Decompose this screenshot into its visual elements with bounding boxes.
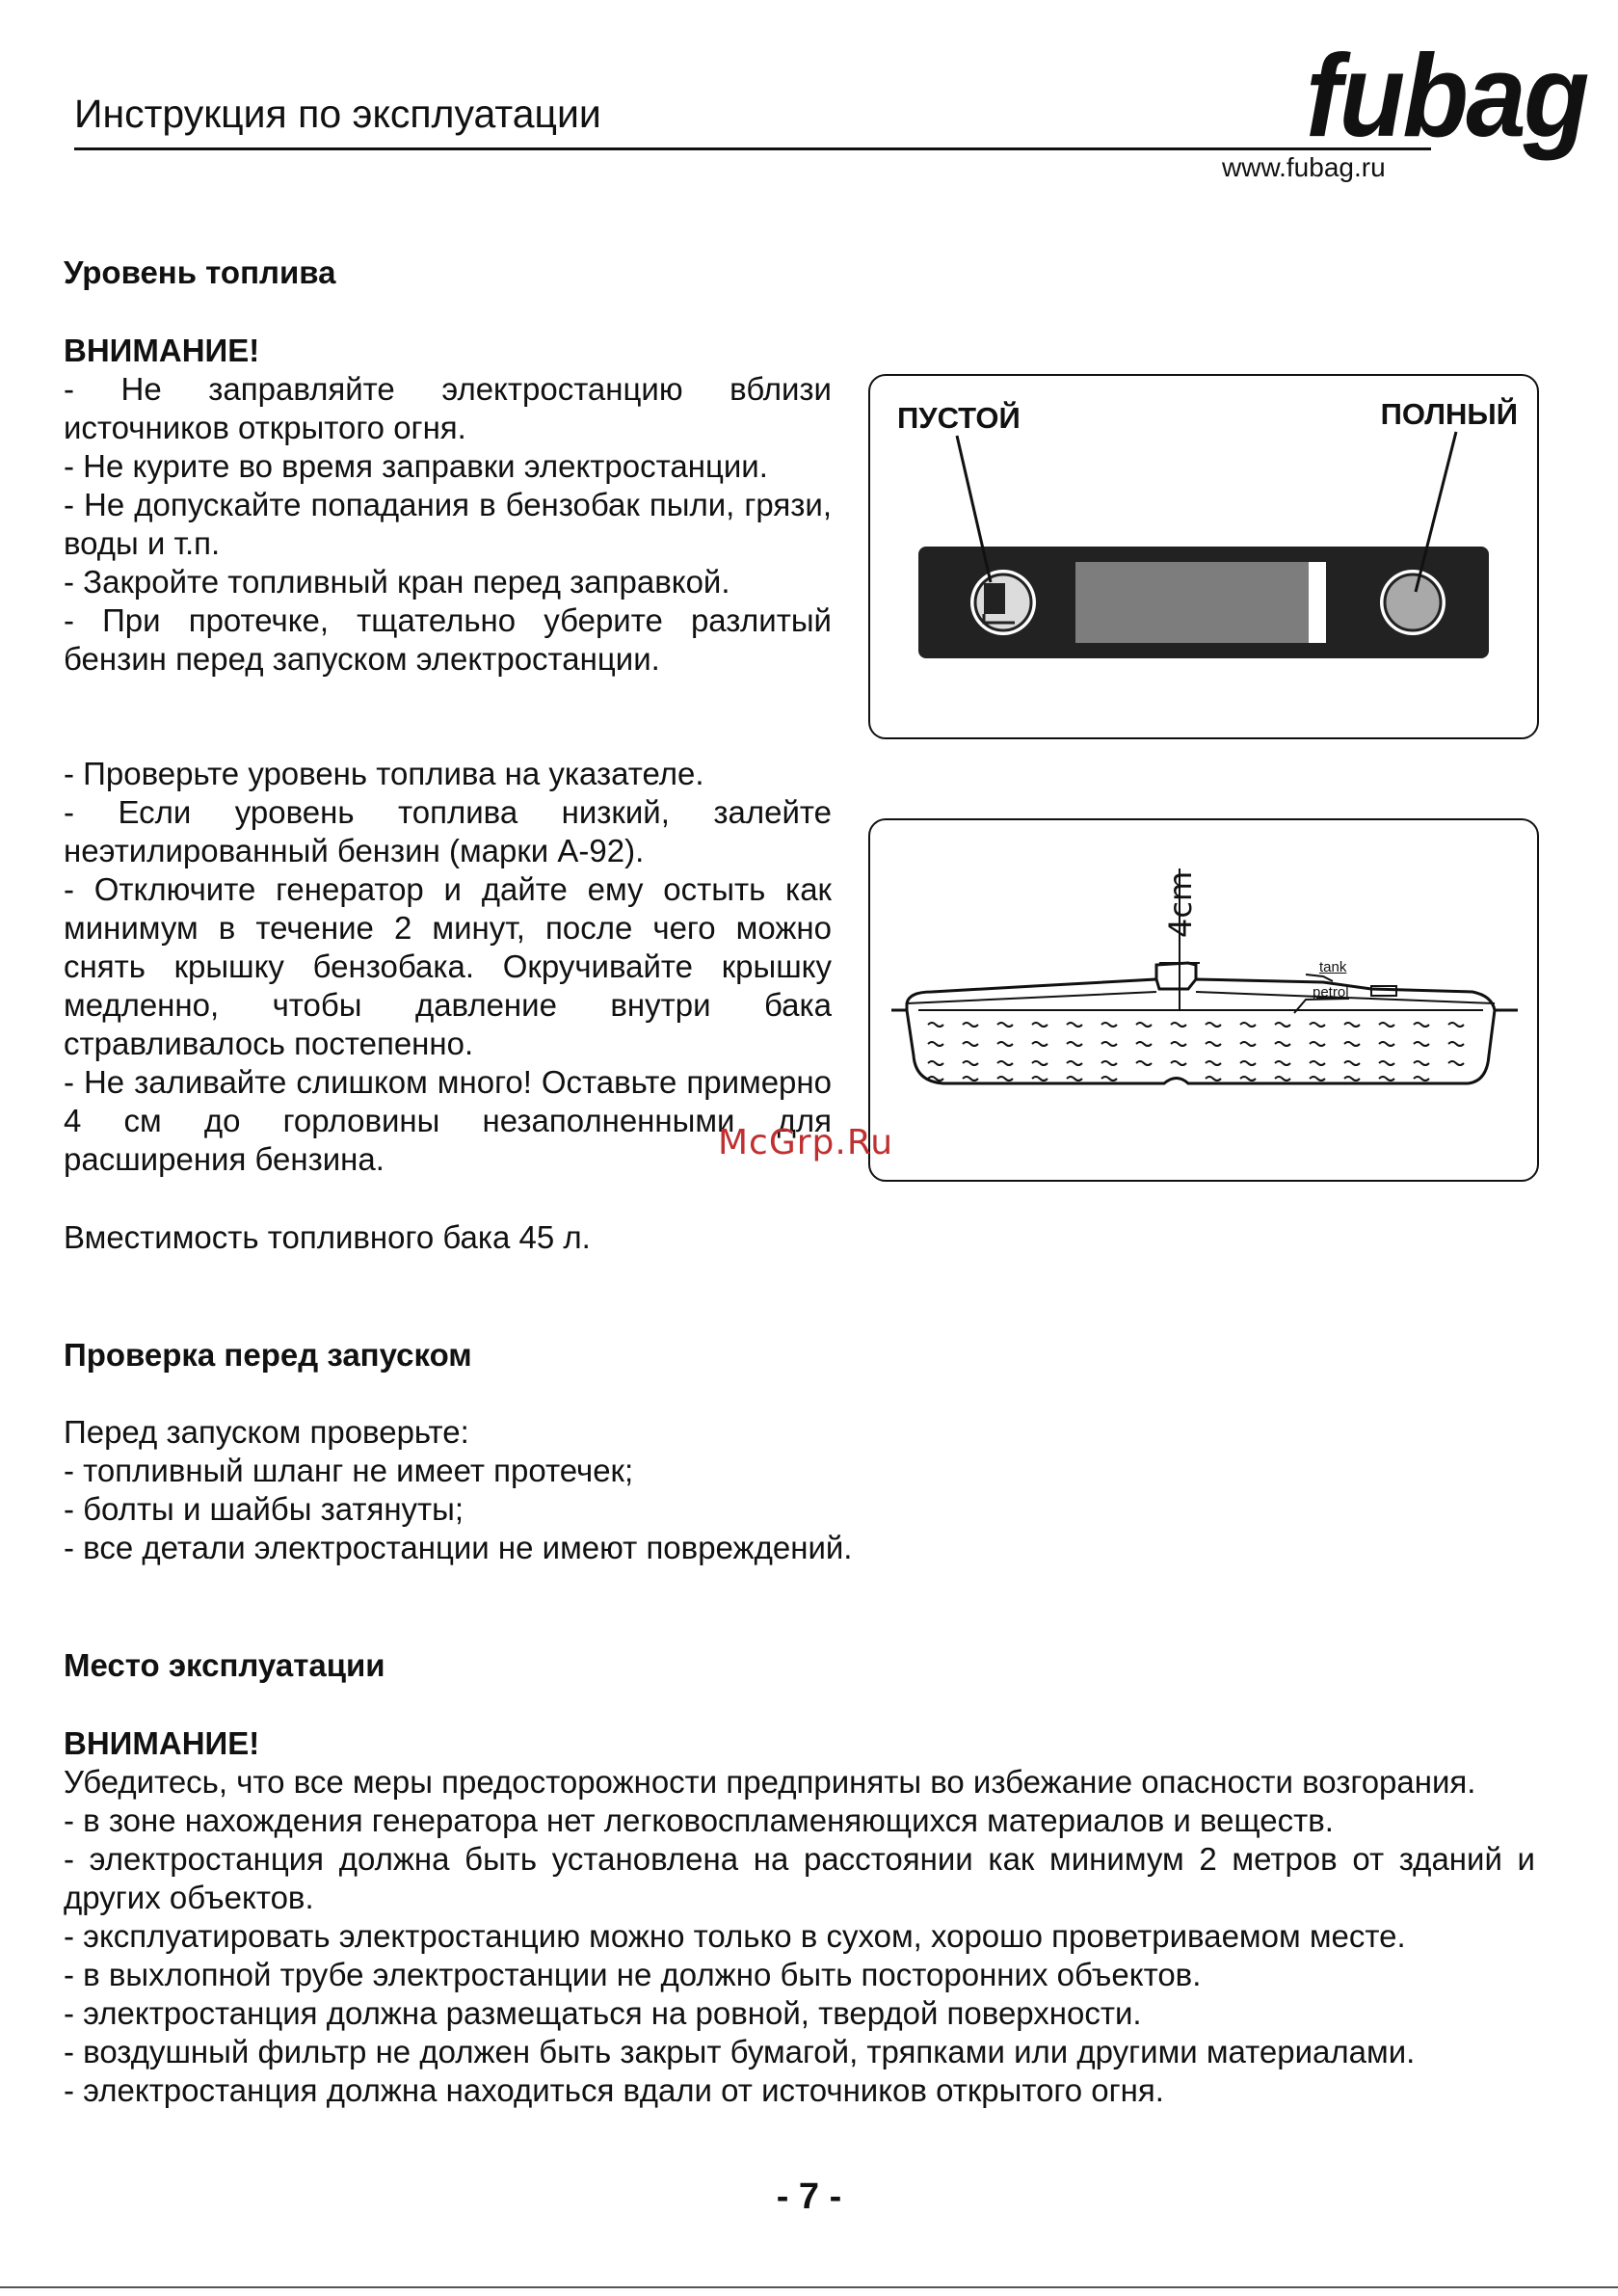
list-item: - воздушный фильтр не должен быть закрыт бумагой, тряпками или другими материалами. xyxy=(64,2034,1416,2069)
gauge-label-full: ПОЛНЫЙ xyxy=(1380,397,1518,431)
section-heading-location: Место эксплуатации xyxy=(64,1647,385,1683)
tank-capacity-text: Вместимость топливного бака 45 л. xyxy=(64,1219,591,1255)
fuel-check-list xyxy=(64,755,832,1179)
dimension-label-4cm: 4cm xyxy=(1162,870,1199,938)
list-item: - электростанция должна размещаться на ровной, твердой поверхности. xyxy=(64,1995,1142,2031)
list-item: - Не заливайте слишком много! Оставьте примерно 4 см до горловины незаполненными для расширения бензина. xyxy=(64,1064,832,1177)
page-bottom-edge xyxy=(0,2286,1618,2288)
list-item: - Не заправляйте электростанцию вблизи источников открытого огня. xyxy=(64,371,832,445)
list-item: - Не курите во время заправки электростанции. xyxy=(64,448,768,484)
list-item: - болты и шайбы затянуты; xyxy=(64,1491,464,1527)
warning-label-location: ВНИМАНИЕ! xyxy=(64,1725,260,1761)
page-number: - 7 - xyxy=(776,2176,842,2217)
list-item: - Проверьте уровень топлива на указателе. xyxy=(64,756,704,791)
tank-illustration xyxy=(870,820,1537,1180)
list-item: - Не допускайте попадания в бензобак пыли, грязи, воды и т.п. xyxy=(64,487,832,561)
warning-label-fuel: ВНИМАНИЕ! xyxy=(64,333,260,368)
header-divider xyxy=(74,147,1431,150)
brand-logo: fubag xyxy=(1306,30,1587,161)
precheck-list xyxy=(64,1413,853,1567)
label-tank: tank xyxy=(1319,959,1347,975)
fuel-warning-list xyxy=(64,370,832,679)
watermark: McGrp.Ru xyxy=(718,1123,894,1162)
petrol-fill-pattern xyxy=(928,1023,1464,1081)
list-item: - При протечке, тщательно уберите разлитый бензин перед запуском электростанции. xyxy=(64,602,832,677)
section-heading-fuel-level: Уровень топлива xyxy=(64,254,336,290)
list-item: - в выхлопной трубе электростанции не должно быть посторонних объектов. xyxy=(64,1957,1202,1992)
filler-neck xyxy=(1156,963,1196,979)
gauge-window xyxy=(1075,562,1326,643)
list-item: - Закройте топливный кран перед заправкой. xyxy=(64,564,730,600)
list-item: - все детали электростанции не имеют повреждений. xyxy=(64,1530,853,1565)
leader-line-tank xyxy=(1306,974,1333,981)
location-list xyxy=(64,1763,1535,2110)
list-item: - Если уровень топлива низкий, залейте неэтилированный бензин (марки А-92). xyxy=(64,794,832,868)
fuel-gauge-figure xyxy=(868,374,1539,739)
list-item: - Отключите генератор и дайте ему остыть как минимум в течение 2 минут, после чего можно снять крышку бензобака. Окручивайте крышку медленно, чтобы давление внутри бака стравливалось постепенно. xyxy=(64,871,832,1061)
list-intro: Убедитесь, что все меры предосторожности предприняты во избежание опасности возгорания. xyxy=(64,1764,1476,1800)
tank-body-outline xyxy=(891,1010,1518,1083)
section-heading-precheck: Проверка перед запуском xyxy=(64,1337,472,1373)
list-item: - эксплуатировать электростанцию можно только в сухом, хорошо проветриваемом месте. xyxy=(64,1918,1406,1954)
list-item: - электростанция должна находиться вдали от источников открытого огня. xyxy=(64,2072,1164,2108)
list-item: - электростанция должна быть установлена на расстоянии как минимум 2 метров от зданий и других объектов. xyxy=(64,1841,1535,1915)
document-title: Инструкция по эксплуатации xyxy=(74,92,601,136)
list-item: - топливный шланг не имеет протечек; xyxy=(64,1453,634,1488)
list-intro: Перед запуском проверьте: xyxy=(64,1414,469,1450)
gauge-illustration xyxy=(870,376,1537,737)
website-link[interactable]: www.fubag.ru xyxy=(1222,152,1386,182)
gauge-label-empty: ПУСТОЙ xyxy=(897,401,1021,435)
gauge-indicator-strip xyxy=(1309,562,1326,643)
label-petrol: petrol xyxy=(1313,984,1349,1001)
tank-fill-figure xyxy=(868,818,1539,1182)
tank-top-outline xyxy=(907,979,1495,1010)
list-item: - в зоне нахождения генератора нет легковоспламеняющихся материалов и веществ. xyxy=(64,1802,1334,1838)
